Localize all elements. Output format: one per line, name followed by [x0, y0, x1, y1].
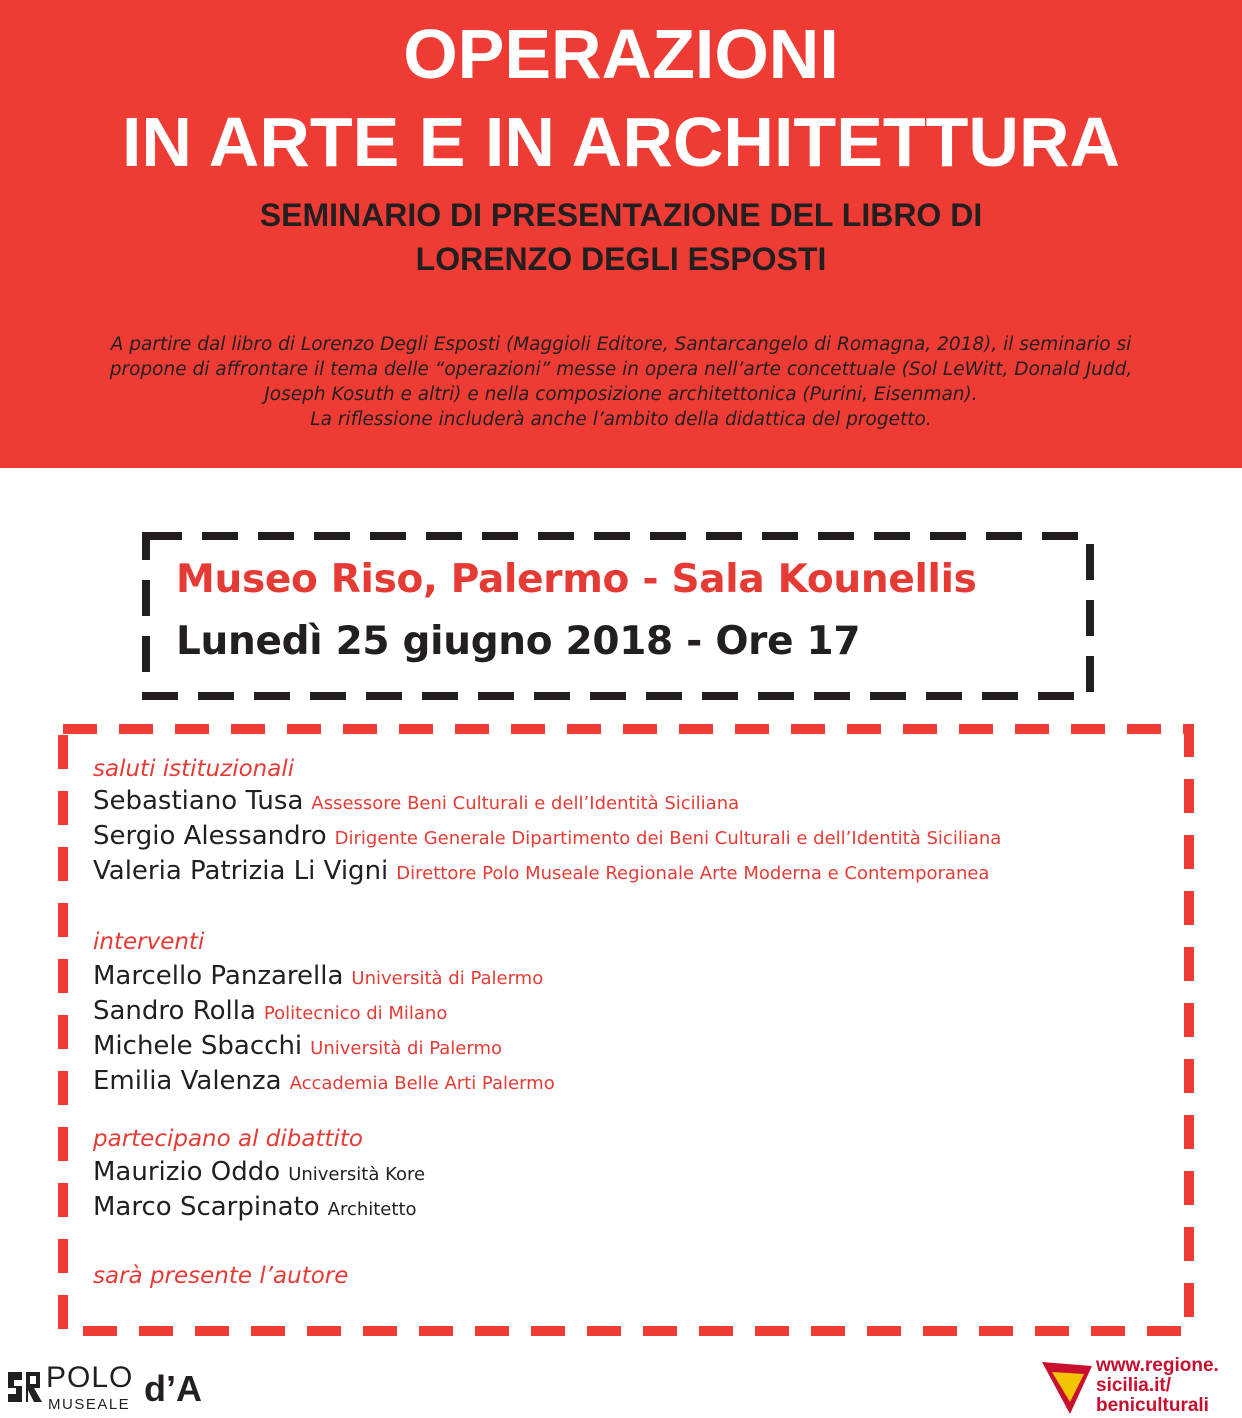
abstract-line: Joseph Kosuth e altri) e nella composizione architettonica (Purini, Eisenman).	[264, 384, 978, 405]
url-line: sicilia.it/	[1096, 1375, 1171, 1396]
url-line: www.regione.	[1096, 1355, 1219, 1376]
sicilia-triangle-icon	[1040, 1358, 1094, 1416]
person-name: Marco Scarpinato	[93, 1192, 320, 1222]
list-item	[93, 994, 447, 1031]
polo-text: POLO	[46, 1361, 134, 1394]
abstract-line: propone di affrontare il tema delle “operazioni” messe in opera nell’arte concettuale (Sol LeWitt, Donald Judd,	[109, 359, 1133, 380]
event-date: Lunedì 25 giugno 2018 - Ore 17	[176, 619, 861, 664]
person-name: Marcello Panzarella	[93, 961, 344, 991]
person-name: Valeria Patrizia Li Vigni	[93, 856, 389, 886]
list-item	[93, 819, 1001, 856]
abstract	[30, 332, 1212, 432]
museale-text: MUSEALE	[48, 1396, 131, 1413]
person-role: Direttore Polo Museale Regionale Arte Moderna e Contemporanea	[396, 863, 990, 884]
list-item	[93, 1190, 417, 1227]
person-name: Sebastiano Tusa	[93, 786, 304, 816]
subtitle-line-2: LORENZO DEGLI ESPOSTI	[415, 241, 827, 277]
section-label-debate: partecipano al dibattito	[93, 1126, 364, 1152]
section-label-talks: interventi	[93, 929, 205, 955]
section-label-greetings: saluti istituzionali	[93, 756, 295, 782]
abstract-line: La riflessione includerà anche l’ambito della didattica del progetto.	[310, 409, 932, 430]
person-role: Architetto	[327, 1199, 417, 1220]
person-role: Accademia Belle Arti Palermo	[289, 1073, 555, 1094]
person-name: Sandro Rolla	[93, 996, 256, 1026]
event-box	[142, 532, 1094, 700]
list-item	[93, 1155, 425, 1192]
person-name: Sergio Alessandro	[93, 821, 327, 851]
list-item	[93, 1029, 502, 1066]
event-venue: Museo Riso, Palermo - Sala Kounellis	[176, 557, 977, 602]
title-line-2: IN ARTE E IN ARCHITETTURA	[121, 103, 1121, 181]
person-role: Assessore Beni Culturali e dell’Identità Siciliana	[311, 793, 740, 814]
author-note: sarà presente l’autore	[93, 1263, 349, 1289]
person-role: Università di Palermo	[351, 968, 544, 989]
person-name: Emilia Valenza	[93, 1066, 282, 1096]
polo-museale-logo	[4, 1362, 204, 1414]
abstract-line: A partire dal libro di Lorenzo Degli Esposti (Maggioli Editore, Santarcangelo di Romagna, 2018), il seminario si	[110, 334, 1132, 355]
regione-url	[1096, 1356, 1219, 1416]
list-item	[93, 959, 543, 996]
person-name: Maurizio Oddo	[93, 1157, 281, 1187]
person-role: Dirigente Generale Dipartimento dei Beni Culturali e dell’Identità Siciliana	[334, 828, 1002, 849]
regione-sicilia-logo	[1040, 1356, 1240, 1416]
person-role: Università Kore	[288, 1164, 426, 1185]
list-item	[93, 784, 739, 821]
url-line: beniculturali	[1096, 1395, 1209, 1416]
person-name: Michele Sbacchi	[93, 1031, 303, 1061]
program-box	[58, 724, 1194, 1336]
person-role: Università di Palermo	[310, 1038, 502, 1059]
person-role: Politecnico di Milano	[263, 1003, 448, 1024]
header-banner	[0, 0, 1242, 468]
list-item	[93, 854, 989, 891]
title-line-1: OPERAZIONI	[403, 15, 839, 93]
list-item	[93, 1064, 555, 1101]
polo-museale-mark-icon	[4, 1366, 44, 1406]
da-mark: d’A	[144, 1368, 202, 1409]
subtitle-line-1: SEMINARIO DI PRESENTAZIONE DEL LIBRO DI	[259, 197, 983, 233]
